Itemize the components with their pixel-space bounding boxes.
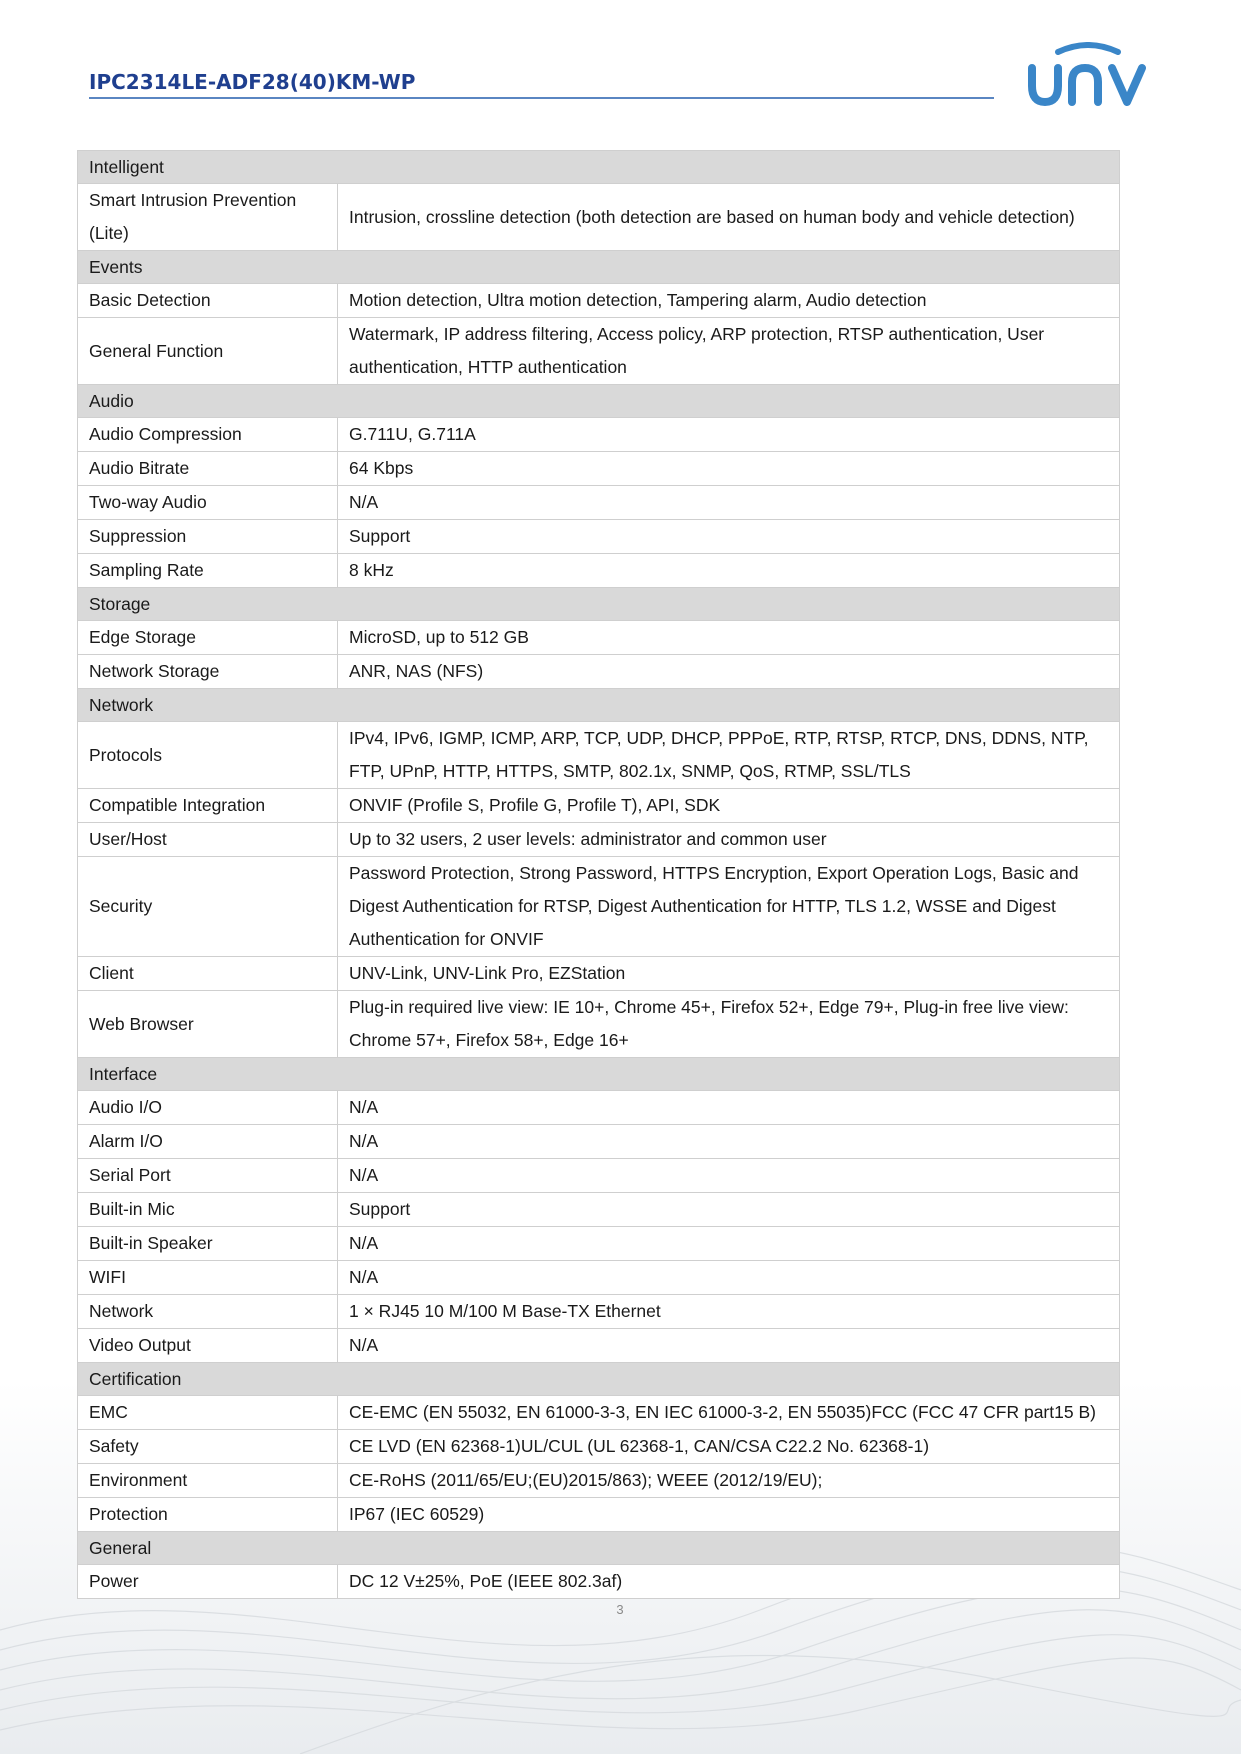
spec-value: 8 kHz bbox=[338, 554, 1120, 588]
spec-label: Edge Storage bbox=[78, 621, 338, 655]
page-number: 3 bbox=[616, 1602, 624, 1617]
section-header-row bbox=[78, 151, 1120, 184]
spec-value: Motion detection, Ultra motion detection, Tampering alarm, Audio detection bbox=[338, 284, 1120, 318]
section-title: Interface bbox=[78, 1058, 1120, 1091]
spec-value: Intrusion, crossline detection (both detection are based on human body and vehicle detection) bbox=[338, 184, 1120, 251]
section-header-row bbox=[78, 689, 1120, 722]
spec-label: Audio I/O bbox=[78, 1091, 338, 1125]
spec-row bbox=[78, 957, 1120, 991]
spec-row bbox=[78, 991, 1120, 1058]
spec-value: N/A bbox=[338, 1125, 1120, 1159]
section-header-row bbox=[78, 588, 1120, 621]
spec-row bbox=[78, 1430, 1120, 1464]
section-header-row bbox=[78, 1363, 1120, 1396]
spec-row bbox=[78, 1396, 1120, 1430]
spec-value: N/A bbox=[338, 1159, 1120, 1193]
spec-row bbox=[78, 284, 1120, 318]
spec-label: Power bbox=[78, 1565, 338, 1599]
spec-value: CE-RoHS (2011/65/EU;(EU)2015/863); WEEE (2012/19/EU); bbox=[338, 1464, 1120, 1498]
spec-row bbox=[78, 1193, 1120, 1227]
spec-row bbox=[78, 1159, 1120, 1193]
spec-value: UNV-Link, UNV-Link Pro, EZStation bbox=[338, 957, 1120, 991]
spec-label: Video Output bbox=[78, 1329, 338, 1363]
spec-label: Network bbox=[78, 1295, 338, 1329]
spec-row bbox=[78, 1091, 1120, 1125]
spec-label: Client bbox=[78, 957, 338, 991]
spec-row bbox=[78, 857, 1120, 957]
spec-label: Web Browser bbox=[78, 991, 338, 1058]
spec-value: ANR, NAS (NFS) bbox=[338, 655, 1120, 689]
spec-table bbox=[77, 150, 1120, 1599]
spec-value: 1 × RJ45 10 M/100 M Base-TX Ethernet bbox=[338, 1295, 1120, 1329]
spec-label: Basic Detection bbox=[78, 284, 338, 318]
spec-value: IP67 (IEC 60529) bbox=[338, 1498, 1120, 1532]
spec-label: Alarm I/O bbox=[78, 1125, 338, 1159]
section-title: Storage bbox=[78, 588, 1120, 621]
section-header-row bbox=[78, 1532, 1120, 1565]
spec-value: Up to 32 users, 2 user levels: administrator and common user bbox=[338, 823, 1120, 857]
spec-row bbox=[78, 486, 1120, 520]
spec-label: Compatible Integration bbox=[78, 789, 338, 823]
spec-label: Security bbox=[78, 857, 338, 957]
spec-label: Built-in Speaker bbox=[78, 1227, 338, 1261]
spec-row bbox=[78, 1261, 1120, 1295]
section-title: Events bbox=[78, 251, 1120, 284]
spec-label: User/Host bbox=[78, 823, 338, 857]
spec-row bbox=[78, 1329, 1120, 1363]
spec-label: Safety bbox=[78, 1430, 338, 1464]
spec-value: Password Protection, Strong Password, HTTPS Encryption, Export Operation Logs, Basic and Digest Authentication for RTSP, Digest Authentication for HTTP, TLS 1.2, WSSE and Digest Authentication for ONVIF bbox=[338, 857, 1120, 957]
spec-value: DC 12 V±25%, PoE (IEEE 802.3af) bbox=[338, 1565, 1120, 1599]
spec-value: CE LVD (EN 62368-1)UL/CUL (UL 62368-1, CAN/CSA C22.2 No. 62368-1) bbox=[338, 1430, 1120, 1464]
spec-row bbox=[78, 1498, 1120, 1532]
section-header-row bbox=[78, 251, 1120, 284]
spec-label: Built-in Mic bbox=[78, 1193, 338, 1227]
spec-label: Audio Compression bbox=[78, 418, 338, 452]
spec-value: Plug-in required live view: IE 10+, Chrome 45+, Firefox 52+, Edge 79+, Plug-in free live view: Chrome 57+, Firefox 58+, Edge 16+ bbox=[338, 991, 1120, 1058]
spec-label: Protocols bbox=[78, 722, 338, 789]
spec-row bbox=[78, 823, 1120, 857]
spec-value: N/A bbox=[338, 1261, 1120, 1295]
section-title: Certification bbox=[78, 1363, 1120, 1396]
spec-label: Sampling Rate bbox=[78, 554, 338, 588]
spec-label: Two-way Audio bbox=[78, 486, 338, 520]
spec-value: IPv4, IPv6, IGMP, ICMP, ARP, TCP, UDP, DHCP, PPPoE, RTP, RTSP, RTCP, DNS, DDNS, NTP, FTP, UPnP, HTTP, HTTPS, SMTP, 802.1x, SNMP, QoS, RTMP, SSL/TLS bbox=[338, 722, 1120, 789]
section-title: General bbox=[78, 1532, 1120, 1565]
section-header-row bbox=[78, 385, 1120, 418]
document-title: IPC2314LE-ADF28(40)KM-WP bbox=[89, 70, 416, 94]
spec-value: Watermark, IP address filtering, Access policy, ARP protection, RTSP authentication, User authentication, HTTP authentication bbox=[338, 318, 1120, 385]
spec-label: Environment bbox=[78, 1464, 338, 1498]
spec-row bbox=[78, 318, 1120, 385]
spec-value: N/A bbox=[338, 1329, 1120, 1363]
spec-row bbox=[78, 554, 1120, 588]
spec-row bbox=[78, 1125, 1120, 1159]
spec-label: Suppression bbox=[78, 520, 338, 554]
spec-value: 64 Kbps bbox=[338, 452, 1120, 486]
spec-row bbox=[78, 655, 1120, 689]
spec-value: ONVIF (Profile S, Profile G, Profile T), API, SDK bbox=[338, 789, 1120, 823]
spec-row bbox=[78, 1295, 1120, 1329]
spec-value: N/A bbox=[338, 1227, 1120, 1261]
spec-row bbox=[78, 452, 1120, 486]
spec-label: Protection bbox=[78, 1498, 338, 1532]
spec-row bbox=[78, 184, 1120, 251]
spec-label: EMC bbox=[78, 1396, 338, 1430]
spec-label: Network Storage bbox=[78, 655, 338, 689]
spec-value: MicroSD, up to 512 GB bbox=[338, 621, 1120, 655]
spec-value: Support bbox=[338, 1193, 1120, 1227]
spec-row bbox=[78, 1227, 1120, 1261]
spec-value: N/A bbox=[338, 1091, 1120, 1125]
spec-value: CE-EMC (EN 55032, EN 61000-3-3, EN IEC 61000-3-2, EN 55035)FCC (FCC 47 CFR part15 B) bbox=[338, 1396, 1120, 1430]
spec-label: WIFI bbox=[78, 1261, 338, 1295]
section-title: Audio bbox=[78, 385, 1120, 418]
section-header-row bbox=[78, 1058, 1120, 1091]
spec-label: Smart Intrusion Prevention (Lite) bbox=[78, 184, 338, 251]
spec-value: N/A bbox=[338, 486, 1120, 520]
spec-row bbox=[78, 722, 1120, 789]
spec-row bbox=[78, 520, 1120, 554]
spec-row bbox=[78, 418, 1120, 452]
spec-value: G.711U, G.711A bbox=[338, 418, 1120, 452]
header-divider bbox=[89, 97, 994, 99]
unv-logo bbox=[1028, 42, 1148, 108]
spec-label: Audio Bitrate bbox=[78, 452, 338, 486]
spec-label: Serial Port bbox=[78, 1159, 338, 1193]
section-title: Intelligent bbox=[78, 151, 1120, 184]
spec-value: Support bbox=[338, 520, 1120, 554]
spec-row bbox=[78, 789, 1120, 823]
section-title: Network bbox=[78, 689, 1120, 722]
spec-row bbox=[78, 1565, 1120, 1599]
spec-row bbox=[78, 621, 1120, 655]
spec-row bbox=[78, 1464, 1120, 1498]
spec-label: General Function bbox=[78, 318, 338, 385]
